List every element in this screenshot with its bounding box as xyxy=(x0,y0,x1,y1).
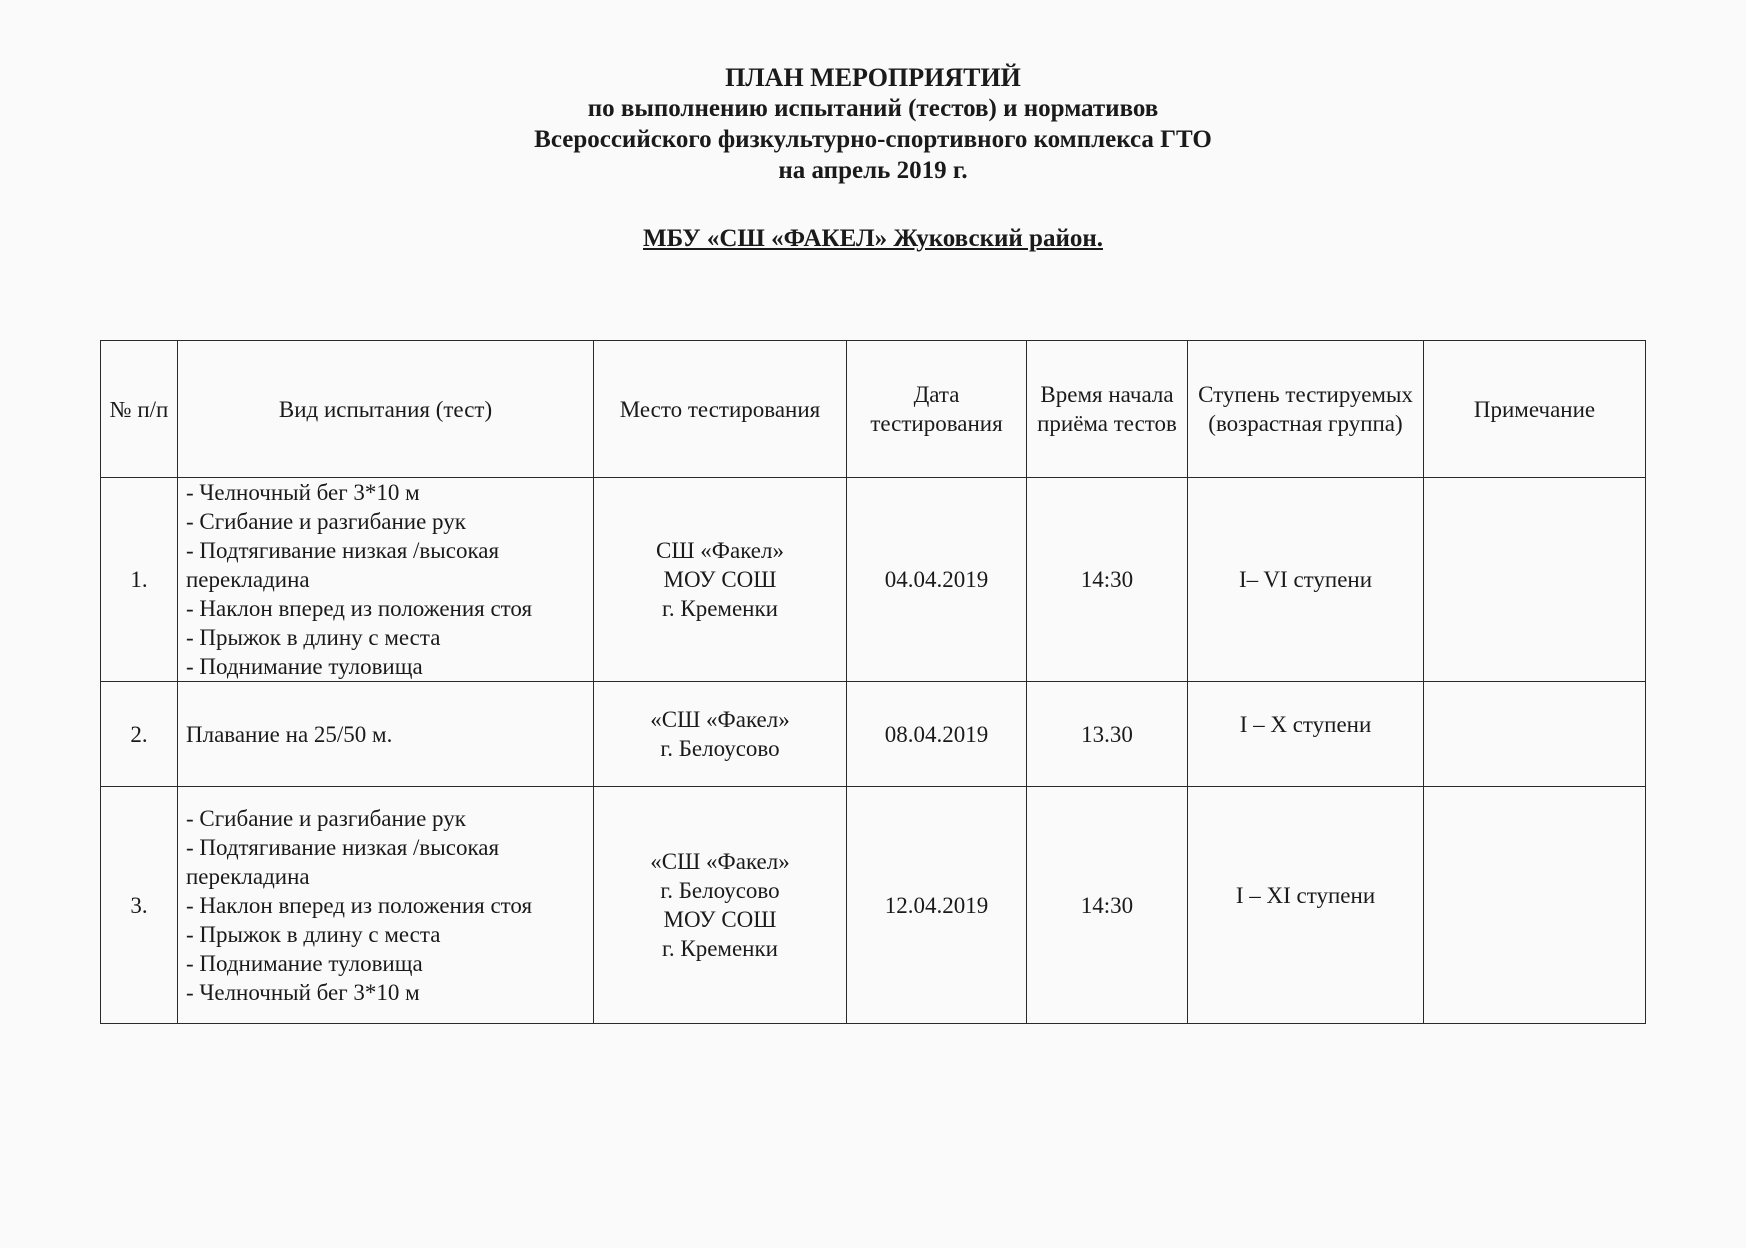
test-item: - Сгибание и разгибание рук xyxy=(186,805,466,831)
cell-tests xyxy=(178,682,594,787)
document-subtitle-line-3: Всероссийского физкультурно-спортивного комплекса ГТО xyxy=(534,126,1212,153)
document-subtitle-line-4: на апрель 2019 г. xyxy=(778,157,968,184)
test-item: - Наклон вперед из положения стоя xyxy=(186,892,533,918)
test-list xyxy=(186,804,585,1007)
cell-note xyxy=(1424,478,1646,682)
cell-stage xyxy=(1188,787,1424,1024)
cell-note xyxy=(1424,787,1646,1024)
cell-time: 14:30 xyxy=(1027,478,1188,682)
column-header-num: № п/п xyxy=(101,341,178,478)
test-item: - Челночный бег 3*10 м xyxy=(186,979,420,1005)
organization-name: МБУ «СШ «ФАКЕЛ» Жуковский район. xyxy=(643,225,1103,252)
test-list xyxy=(186,478,585,681)
column-header-date: Дата тестирования xyxy=(847,341,1027,478)
cell-num: 2. xyxy=(101,682,178,787)
place-line: «СШ «Факел» xyxy=(650,849,790,874)
cell-num: 3. xyxy=(101,787,178,1024)
test-item: - Подтягивание низкая /высокая перекладина xyxy=(186,538,500,592)
test-item: - Прыжок в длину с места xyxy=(186,921,441,947)
column-header-time: Время начала приёма тестов xyxy=(1027,341,1188,478)
table-row xyxy=(101,682,1646,787)
cell-date: 04.04.2019 xyxy=(847,478,1027,682)
cell-date: 08.04.2019 xyxy=(847,682,1027,787)
test-item: - Сгибание и разгибание рук xyxy=(186,509,466,534)
place-line: МОУ СОШ xyxy=(663,567,777,592)
place-line: СШ «Факел» xyxy=(656,538,784,563)
test-item: - Поднимание туловища xyxy=(186,950,423,976)
cell-tests xyxy=(178,787,594,1024)
place-line: МОУ СОШ xyxy=(663,907,777,932)
cell-time: 14:30 xyxy=(1027,787,1188,1024)
table-row xyxy=(101,787,1646,1024)
place-line: г. Кременки xyxy=(662,596,778,621)
document-header xyxy=(0,62,1746,186)
place-line: г. Кременки xyxy=(662,936,778,961)
test-item: Плавание на 25/50 м. xyxy=(186,721,393,747)
column-header-test: Вид испытания (тест) xyxy=(178,341,594,478)
column-header-place: Место тестирования xyxy=(594,341,847,478)
table-row xyxy=(101,478,1646,682)
column-header-stage: Ступень тестируемых (возрастная группа) xyxy=(1188,341,1424,478)
cell-note xyxy=(1424,682,1646,787)
cell-place xyxy=(594,787,847,1024)
test-list xyxy=(186,720,585,749)
stage-text: I – XI ступени xyxy=(1235,882,1376,908)
cell-time: 13.30 xyxy=(1027,682,1188,787)
cell-place xyxy=(594,682,847,787)
cell-tests xyxy=(178,478,594,682)
place-line: г. Белоусово xyxy=(660,878,780,903)
cell-num: 1. xyxy=(101,478,178,682)
column-header-note: Примечание xyxy=(1424,341,1646,478)
test-item: - Поднимание туловища xyxy=(186,654,423,679)
test-item: - Подтягивание низкая /высокая перекладина xyxy=(186,834,500,889)
test-item: - Челночный бег 3*10 м xyxy=(186,480,420,505)
document-title: ПЛАН МЕРОПРИЯТИЙ xyxy=(725,63,1021,92)
stage-text: I – X ступени xyxy=(1239,711,1372,737)
cell-stage xyxy=(1188,682,1424,787)
place-line: «СШ «Факел» xyxy=(650,707,790,732)
cell-stage: I– VI ступени xyxy=(1188,478,1424,682)
table-header-row xyxy=(101,341,1646,478)
events-plan-table xyxy=(100,340,1646,1024)
test-item: - Прыжок в длину с места xyxy=(186,625,441,650)
cell-date: 12.04.2019 xyxy=(847,787,1027,1024)
place-line: г. Белоусово xyxy=(660,736,780,761)
cell-place xyxy=(594,478,847,682)
test-item: - Наклон вперед из положения стоя xyxy=(186,596,533,621)
document-subtitle-line-2: по выполнению испытаний (тестов) и нормативов xyxy=(587,95,1159,122)
